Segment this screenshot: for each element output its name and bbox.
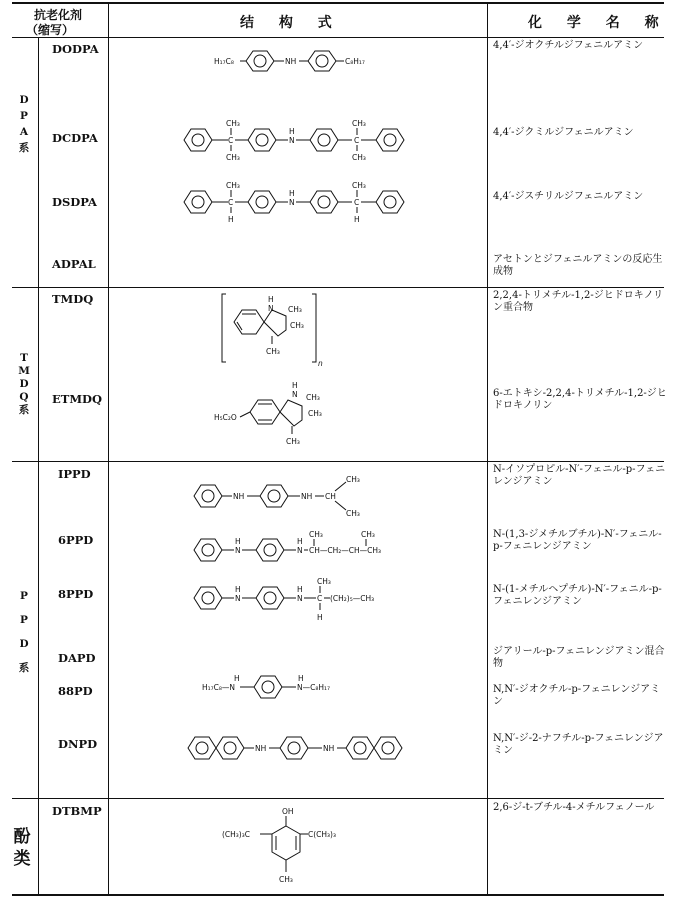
8ppd-chain: (CH₂)₅—CH₃ — [330, 594, 375, 603]
name-8ppd: N-(1-メチルヘプチル)-N′-フェニル-p-フェニレンジアミン — [493, 584, 662, 607]
col-divider-3 — [487, 2, 488, 894]
table-bottom-rule — [12, 894, 664, 896]
group-rule-dpa — [12, 287, 664, 288]
8ppd-h-right: H — [297, 585, 303, 594]
name-ippd: N-イソプロピル-N′-フェニル-p-フェニレンジアミン — [493, 464, 666, 487]
dnpd-nh-right: NH — [323, 744, 335, 753]
8ppd-n-right: N — [297, 594, 303, 603]
abbr-dnpd: DNPD — [58, 737, 98, 751]
category-tmdq — [14, 352, 34, 417]
structure-dtbmp — [220, 804, 360, 890]
name-88pd: N,N′-ジオクチル-p-フェニレンジアミン — [493, 684, 661, 707]
etmdq-n: N — [292, 390, 298, 399]
structure-dsdpa — [180, 180, 440, 224]
structure-8ppd — [190, 576, 420, 624]
category-dpa-char: P — [20, 110, 28, 122]
tmdq-methyl-3: CH₃ — [266, 347, 280, 356]
col-divider-2 — [108, 2, 109, 894]
dsdpa-nh: H — [289, 189, 295, 198]
structure-ippd — [190, 474, 390, 518]
dcdpa-methyl-bottom-right: CH₃ — [352, 153, 366, 162]
dcdpa-methyl-bottom-left: CH₃ — [226, 153, 240, 162]
6ppd-h-right: H — [297, 537, 303, 546]
ippd-methyl-top: CH₃ — [346, 475, 360, 484]
structure-6ppd — [190, 530, 420, 570]
dtbmp-tert-butyl-left: (CH₃)₃C — [222, 830, 250, 839]
etmdq-methyl-2: CH₃ — [308, 409, 322, 418]
abbr-ippd: IPPD — [58, 467, 91, 481]
category-phenol — [12, 826, 32, 870]
name-dcdpa: 4,4′-ジクミルジフェニルアミン — [493, 127, 634, 138]
name-dtbmp: 2,6-ジ-t-ブチル-4-メチルフェノール — [493, 802, 655, 813]
ippd-nh-right: NH — [301, 492, 313, 501]
name-dapd: ジアリール-p-フェニレンジアミン混合物 — [493, 646, 665, 669]
structure-dcdpa — [180, 118, 440, 162]
category-dpa-char: D — [19, 94, 29, 106]
8ppd-carbon: C — [317, 594, 323, 603]
tmdq-methyl-2: CH₃ — [290, 321, 304, 330]
category-ppd-char: P — [20, 590, 28, 602]
88pd-h-left: H — [234, 674, 240, 683]
dodpa-nh: NH — [285, 57, 297, 66]
tmdq-n: N — [268, 304, 274, 313]
category-dpa-char: A — [19, 126, 29, 138]
category-dpa-char: 系 — [18, 142, 30, 154]
header-rule — [12, 37, 664, 38]
abbr-tmdq: TMDQ — [52, 292, 94, 306]
dnpd-nh-left: NH — [255, 744, 267, 753]
name-adpal: アセトンとジフェニルアミンの反応生成物 — [493, 254, 663, 277]
structure-88pd — [200, 666, 380, 706]
category-ppd-char: 系 — [18, 662, 30, 674]
88pd-right-group: N—C₈H₁₇ — [297, 683, 331, 692]
name-etmdq: 6-エトキシ-2,2,4-トリメチル-1,2-ジヒドロキノリン — [493, 388, 667, 411]
abbr-dapd: DAPD — [58, 651, 96, 665]
dcdpa-carbon-right: C — [354, 136, 360, 145]
8ppd-h-left: H — [235, 585, 241, 594]
etmdq-methyl-1: CH₃ — [306, 393, 320, 402]
header-chemical-name: 化 学 名 称 — [528, 15, 669, 31]
structure-tmdq — [220, 290, 330, 368]
dcdpa-h: H — [289, 127, 295, 136]
dsdpa-methyl-left: CH₃ — [226, 181, 240, 190]
category-phenol-char: 酚 — [13, 827, 31, 847]
category-tmdq-char: Q — [19, 391, 29, 403]
name-tmdq: 2,2,4-トリメチル-1,2-ジヒドロキノリン重合物 — [493, 290, 664, 313]
dsdpa-methyl-right: CH₃ — [352, 181, 366, 190]
abbr-dtbmp: DTBMP — [52, 804, 102, 818]
dcdpa-n: N — [289, 136, 295, 145]
category-tmdq-char: M — [18, 365, 30, 377]
dtbmp-methyl: CH₃ — [279, 875, 293, 884]
category-ppd-char: P — [20, 614, 28, 626]
abbr-8ppd: 8PPD — [58, 587, 94, 601]
group-rule-ppd — [12, 798, 664, 799]
table-top-rule — [12, 2, 664, 4]
6ppd-methyl-1: CH₃ — [309, 530, 323, 539]
etmdq-ethoxy: H₅C₂O — [214, 413, 237, 422]
ippd-methyl-bottom: CH₃ — [346, 509, 360, 518]
category-ppd-char: D — [19, 638, 29, 650]
tmdq-h: H — [268, 295, 274, 304]
name-dnpd: N,N′-ジ-2-ナフチル-p-フェニレンジアミン — [493, 733, 664, 756]
6ppd-chain: CH—CH₂—CH—CH₃ — [309, 546, 382, 555]
dcdpa-methyl-top-right: CH₃ — [352, 119, 366, 128]
category-ppd — [14, 584, 34, 680]
header-abbr-line2: （缩写） — [26, 23, 75, 37]
dtbmp-tert-butyl-right: C(CH₃)₃ — [308, 830, 336, 839]
dsdpa-carbon-right: C — [354, 198, 360, 207]
structure-etmdq — [212, 376, 352, 446]
header-abbr-line1: 抗老化剂 — [34, 8, 83, 22]
name-dodpa: 4,4′-ジオクチルジフェニルアミン — [493, 40, 644, 51]
dodpa-left-group: H₁₇C₈ — [214, 57, 234, 66]
8ppd-methyl: CH₃ — [317, 577, 331, 586]
88pd-left-group: H₁₇C₈—N — [202, 683, 236, 692]
dodpa-right-group: C₈H₁₇ — [345, 57, 365, 66]
category-tmdq-char: T — [20, 352, 28, 364]
group-rule-tmdq — [12, 461, 664, 462]
dsdpa-carbon-left: C — [228, 198, 234, 207]
ippd-nh-left: NH — [233, 492, 245, 501]
dcdpa-carbon-left: C — [228, 136, 234, 145]
6ppd-n-right: N — [297, 546, 303, 555]
abbr-adpal: ADPAL — [52, 257, 96, 271]
dcdpa-methyl-top-left: CH₃ — [226, 119, 240, 128]
name-6ppd: N-(1,3-ジメチルブチル)-N′-フェニル-p-フェニレンジアミン — [493, 529, 662, 552]
tmdq-subscript-n: n — [318, 359, 323, 368]
structure-dodpa — [210, 46, 400, 76]
name-dsdpa: 4,4′-ジスチリルジフェニルアミン — [493, 191, 644, 202]
8ppd-n-left: N — [235, 594, 241, 603]
category-phenol-char: 类 — [13, 849, 31, 869]
structure-dnpd — [184, 726, 424, 770]
abbr-dsdpa: DSDPA — [52, 195, 97, 209]
dsdpa-h-right: H — [354, 215, 360, 224]
88pd-h-right: H — [298, 674, 304, 683]
header-structure: 结 构 式 — [240, 15, 342, 31]
dsdpa-n: N — [289, 198, 295, 207]
abbr-etmdq: ETMDQ — [52, 392, 103, 406]
6ppd-methyl-2: CH₃ — [361, 530, 375, 539]
dsdpa-h-left: H — [228, 215, 234, 224]
abbr-6ppd: 6PPD — [58, 533, 94, 547]
abbr-88pd: 88PD — [58, 684, 93, 698]
etmdq-h: H — [292, 381, 298, 390]
tmdq-methyl-1: CH₃ — [288, 305, 302, 314]
abbr-dcdpa: DCDPA — [52, 131, 98, 145]
col-divider-1 — [38, 37, 39, 894]
category-tmdq-char: D — [19, 378, 29, 390]
6ppd-n-left: N — [235, 546, 241, 555]
category-tmdq-char: 系 — [18, 404, 30, 416]
category-dpa — [14, 92, 34, 156]
etmdq-methyl-3: CH₃ — [286, 437, 300, 446]
abbr-dodpa: DODPA — [52, 42, 99, 56]
dtbmp-hydroxyl: OH — [282, 807, 294, 816]
ippd-ch: CH — [325, 492, 336, 501]
6ppd-h-left: H — [235, 537, 241, 546]
8ppd-h-bottom: H — [317, 613, 323, 622]
